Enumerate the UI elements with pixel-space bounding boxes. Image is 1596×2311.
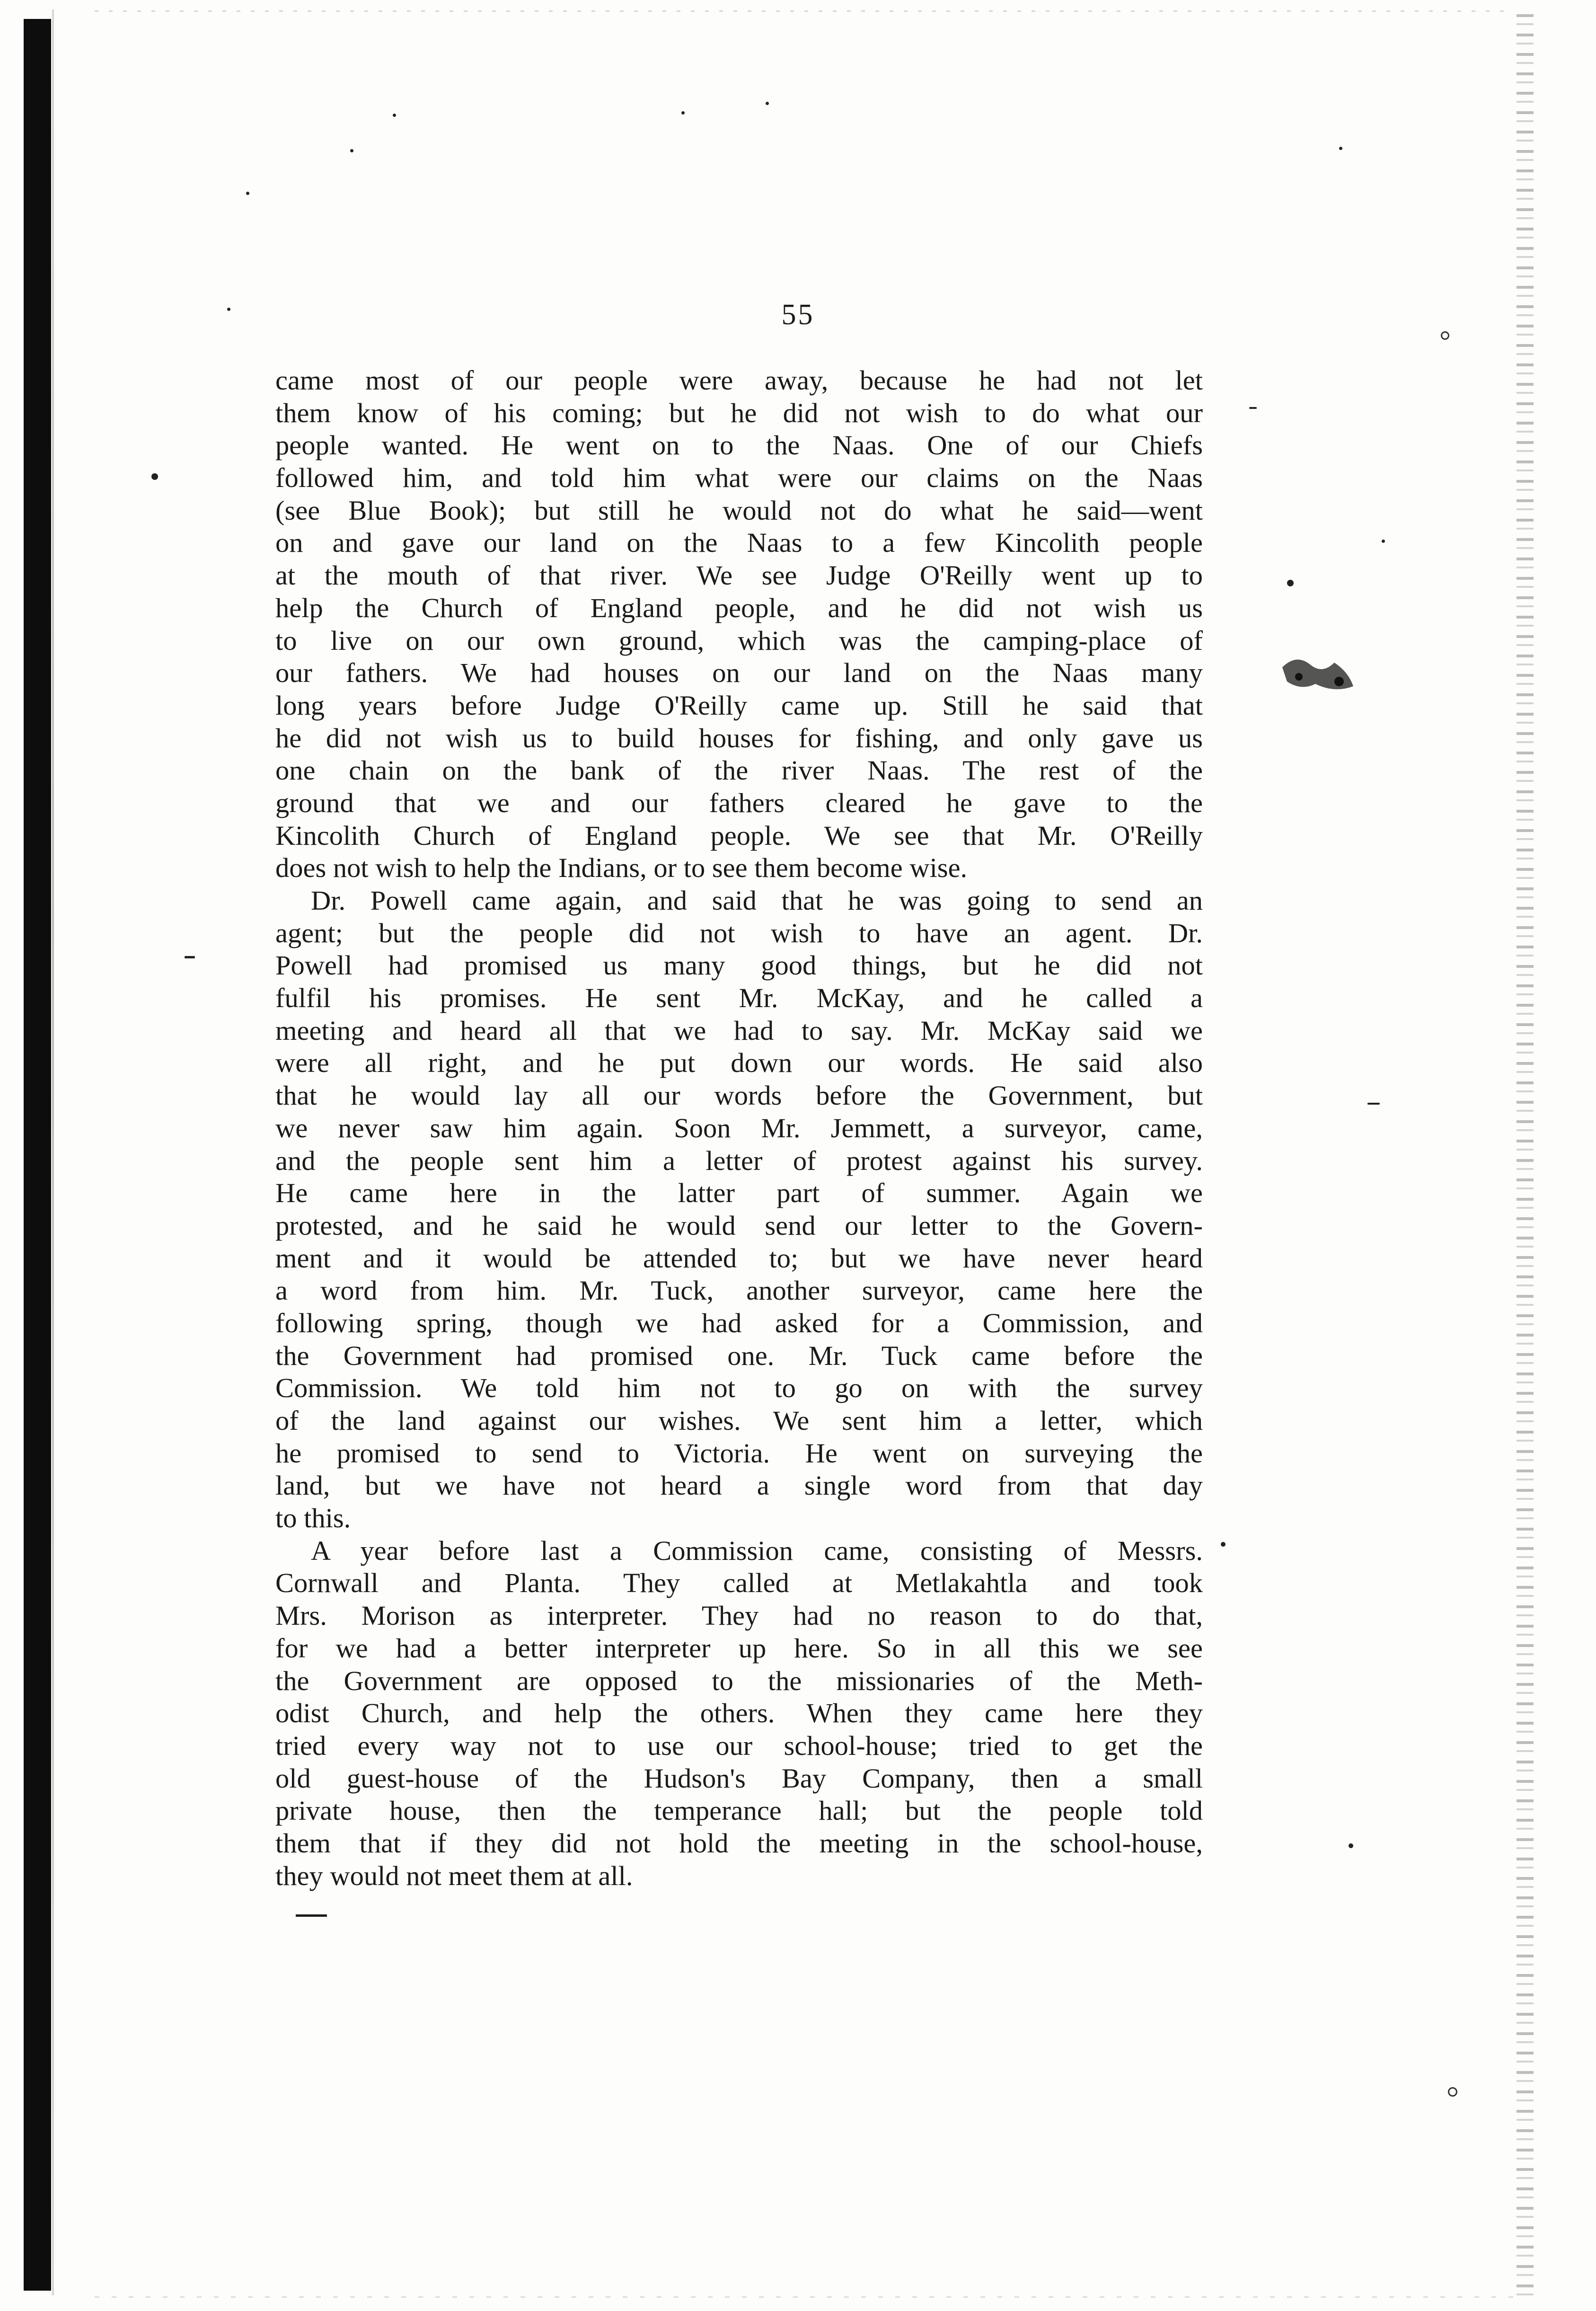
- scan-speck: [1382, 540, 1385, 543]
- text-line: to live on our own ground, which was the camping-place of: [275, 625, 1203, 656]
- scan-speck: [681, 111, 685, 115]
- scan-speck: [1441, 331, 1449, 340]
- text-line: them know of his coming; but he did not wish to do what our: [275, 397, 1203, 428]
- text-line: long years before Judge O'Reilly came up. Still he said that: [275, 690, 1203, 721]
- text-line: were all right, and he put down our words. He said also: [275, 1047, 1203, 1079]
- closing-dash: [296, 1914, 327, 1917]
- text-line: Mrs. Morison as interpreter. They had no reason to do that,: [275, 1600, 1203, 1631]
- scan-speck: [350, 149, 353, 152]
- scan-speck: [185, 956, 195, 958]
- text-line: a word from him. Mr. Tuck, another surveyor, came here the: [275, 1275, 1203, 1306]
- text-line: does not wish to help the Indians, or to see them become wise.: [275, 852, 968, 884]
- text-line: Kincolith Church of England people. We see that Mr. O'Reilly: [275, 820, 1203, 851]
- text-line: he promised to send to Victoria. He went on surveying the: [275, 1437, 1203, 1469]
- text-line: help the Church of England people, and he did not wish us: [275, 592, 1203, 623]
- page-edge-noise: [1517, 14, 1534, 2295]
- text-line: Powell had promised us many good things, but he did not: [275, 950, 1203, 981]
- text-line: A year before last a Commission came, consisting of Messrs.: [311, 1535, 1203, 1566]
- text-line: He came here in the latter part of summer. Again we: [275, 1178, 1203, 1209]
- text-line: he did not wish us to build houses for fishing, and only gave us: [275, 722, 1203, 753]
- text-line: at the mouth of that river. We see Judge O'Reilly went up to: [275, 560, 1203, 591]
- text-line: that he would lay all our words before the Government, but: [275, 1080, 1203, 1111]
- text-line: to this.: [275, 1503, 351, 1534]
- text-line: Cornwall and Planta. They called at Metlakahtla and took: [275, 1567, 1203, 1599]
- text-line: Commission. We told him not to go on with the survey: [275, 1372, 1203, 1404]
- text-line: following spring, though we had asked for a Commission, and: [275, 1307, 1203, 1338]
- text-line: people wanted. He went on to the Naas. One of our Chiefs: [275, 430, 1203, 461]
- scan-speck: [1287, 580, 1294, 586]
- ink-smudge: [1278, 648, 1358, 696]
- text-line: they would not meet them at all.: [275, 1860, 633, 1891]
- text-line: our fathers. We had houses on our land on the Naas many: [275, 657, 1203, 689]
- text-line: of the land against our wishes. We sent him a letter, which: [275, 1405, 1203, 1436]
- scan-speck: [766, 102, 769, 105]
- top-edge-noise: [95, 10, 1514, 12]
- text-line: came most of our people were away, because he had not let: [275, 365, 1203, 396]
- text-line: them that if they did not hold the meeting in the school-house,: [275, 1827, 1203, 1859]
- text-line: the Government had promised one. Mr. Tuck came before the: [275, 1340, 1203, 1371]
- text-line: odist Church, and help the others. When they came here they: [275, 1698, 1203, 1729]
- binding-edge: [52, 9, 54, 2295]
- text-line: meeting and heard all that we had to say. Mr. McKay said we: [275, 1015, 1203, 1046]
- text-line: ment and it would be attended to; but we have never heard: [275, 1242, 1203, 1274]
- text-line: private house, then the temperance hall; but the people told: [275, 1795, 1203, 1826]
- text-line: tried every way not to use our school-house; tried to get the: [275, 1730, 1203, 1761]
- scan-speck: [151, 473, 158, 480]
- binding-shadow: [24, 19, 51, 2291]
- paragraph: [275, 1535, 1203, 1893]
- text-line: and the people sent him a letter of protest against his survey.: [275, 1145, 1203, 1176]
- bottom-edge-noise: [95, 2296, 1514, 2298]
- text-line: old guest-house of the Hudson's Bay Company, then a small: [275, 1762, 1203, 1794]
- text-line: (see Blue Book); but still he would not do what he said—went: [275, 495, 1203, 526]
- scan-speck: [393, 114, 396, 117]
- text-line: the Government are opposed to the missionaries of the Meth-: [275, 1665, 1203, 1696]
- text-line: protested, and he said he would send our letter to the Govern-: [275, 1210, 1203, 1241]
- paragraph: [275, 364, 1203, 885]
- text-line: one chain on the bank of the river Naas. The rest of the: [275, 755, 1203, 786]
- scan-speck: [1367, 1103, 1380, 1105]
- scan-speck: [246, 192, 249, 195]
- text-line: for we had a better interpreter up here. So in all this we see: [275, 1632, 1203, 1664]
- text-line: ground that we and our fathers cleared he gave to the: [275, 787, 1203, 818]
- text-line: followed him, and told him what were our claims on the Naas: [275, 462, 1203, 494]
- scan-speck: [1249, 407, 1257, 409]
- text-line: we never saw him again. Soon Mr. Jemmett, a surveyor, came,: [275, 1112, 1203, 1143]
- paragraph: [275, 885, 1203, 1535]
- text-line: fulfil his promises. He sent Mr. McKay, and he called a: [275, 983, 1203, 1014]
- scan-speck: [1339, 147, 1342, 150]
- page-number: 55: [781, 299, 815, 331]
- text-line: agent; but the people did not wish to have an agent. Dr.: [275, 917, 1203, 948]
- scan-speck: [1221, 1542, 1226, 1547]
- text-line: land, but we have not heard a single word from that day: [275, 1470, 1203, 1501]
- body-text: [275, 364, 1203, 1892]
- scan-speck: [1448, 2087, 1457, 2097]
- text-line: Dr. Powell came again, and said that he was going to send an: [311, 885, 1203, 916]
- text-line: on and gave our land on the Naas to a few Kincolith people: [275, 527, 1203, 558]
- scan-speck: [1349, 1843, 1353, 1848]
